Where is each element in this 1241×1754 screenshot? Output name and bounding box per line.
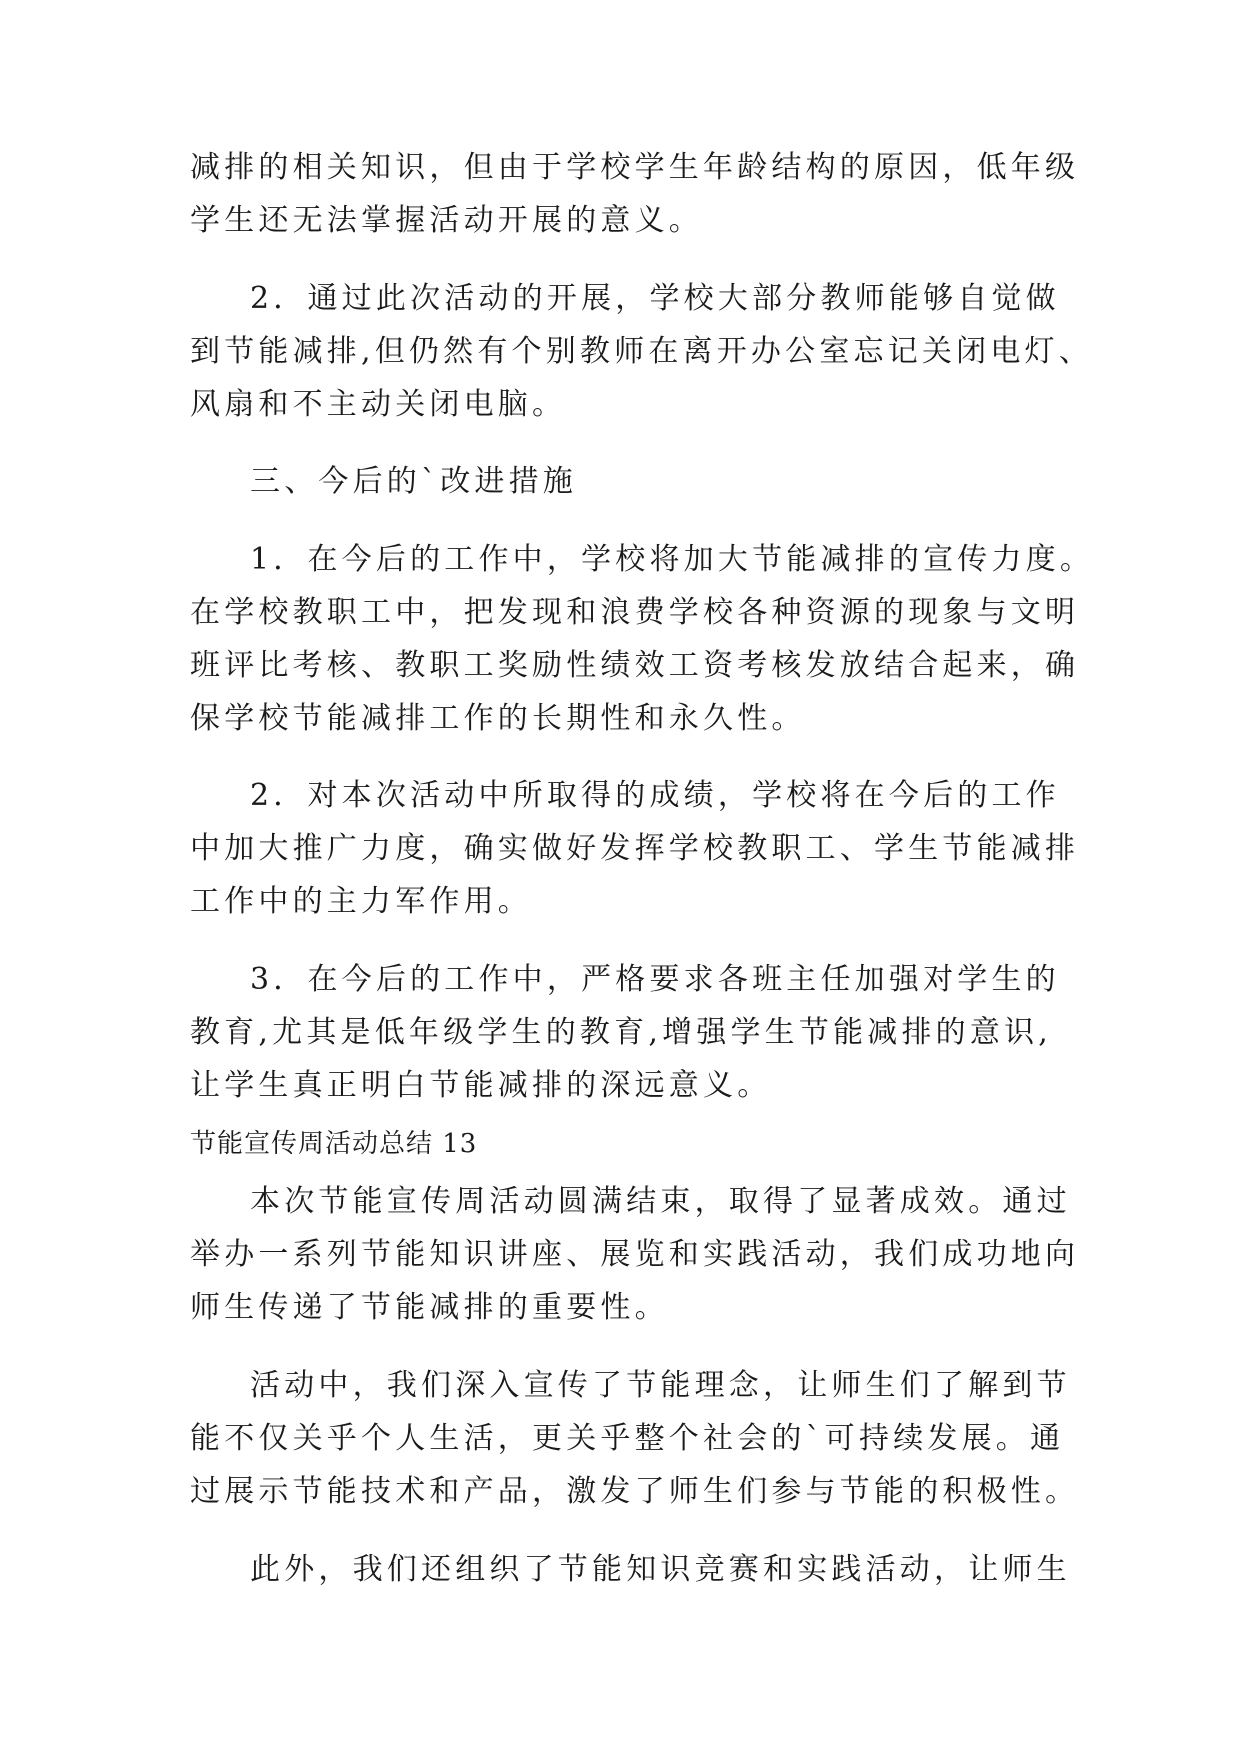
text-line: 风扇和不主动关闭电脑。 (190, 387, 567, 422)
text-line: 学生还无法掌握活动开展的意义。 (190, 203, 703, 238)
text-line: 班评比考核、教职工奖励性绩效工资考核发放结合起来，确 (190, 648, 1080, 683)
text-line: 本次节能宣传周活动圆满结束，取得了显著成效。通过 (250, 1184, 1071, 1219)
text-line: 2．通过此次活动的开展，学校大部分教师能够自觉做 (250, 281, 1060, 316)
text-line: 能不仅关乎个人生活，更关乎整个社会的`可持续发展。通 (190, 1421, 1065, 1456)
text-line: 让学生真正明白节能减排的深远意义。 (190, 1068, 772, 1103)
text-line: 减排的相关知识，但由于学校学生年龄结构的原因，低年级 (190, 150, 1080, 185)
text-line: 2．对本次活动中所取得的成绩，学校将在今后的工作 (250, 778, 1060, 813)
text-line: 教育,尤其是低年级学生的教育,增强学生节能减排的意识, (190, 1015, 1053, 1050)
section-heading: 三、今后的`改进措施 (250, 464, 577, 499)
text-line: 此外，我们还组织了节能知识竞赛和实践活动，让师生 (250, 1552, 1071, 1587)
section-title: 节能宣传周活动总结 13 (190, 1129, 478, 1159)
text-line: 保学校节能减排工作的长期性和永久性。 (190, 701, 806, 736)
text-line: 活动中，我们深入宣传了节能理念，让师生们了解到节 (250, 1368, 1071, 1403)
text-line: 中加大推广力度，确实做好发挥学校教职工、学生节能减排 (190, 831, 1080, 866)
text-line: 在学校教职工中，把发现和浪费学校各种资源的现象与文明 (190, 595, 1080, 630)
text-line: 过展示节能技术和产品，激发了师生们参与节能的积极性。 (190, 1474, 1080, 1509)
text-line: 师生传递了节能减排的重要性。 (190, 1290, 669, 1325)
text-line: 举办一系列节能知识讲座、展览和实践活动，我们成功地向 (190, 1237, 1080, 1272)
text-line: 1．在今后的工作中，学校将加大节能减排的宣传力度。 (250, 542, 1095, 577)
text-line: 到节能减排,但仍然有个别教师在离开办公室忘记关闭电灯、 (190, 334, 1093, 369)
text-line: 3．在今后的工作中，严格要求各班主任加强对学生的 (250, 962, 1060, 997)
text-line: 工作中的主力军作用。 (190, 884, 532, 919)
